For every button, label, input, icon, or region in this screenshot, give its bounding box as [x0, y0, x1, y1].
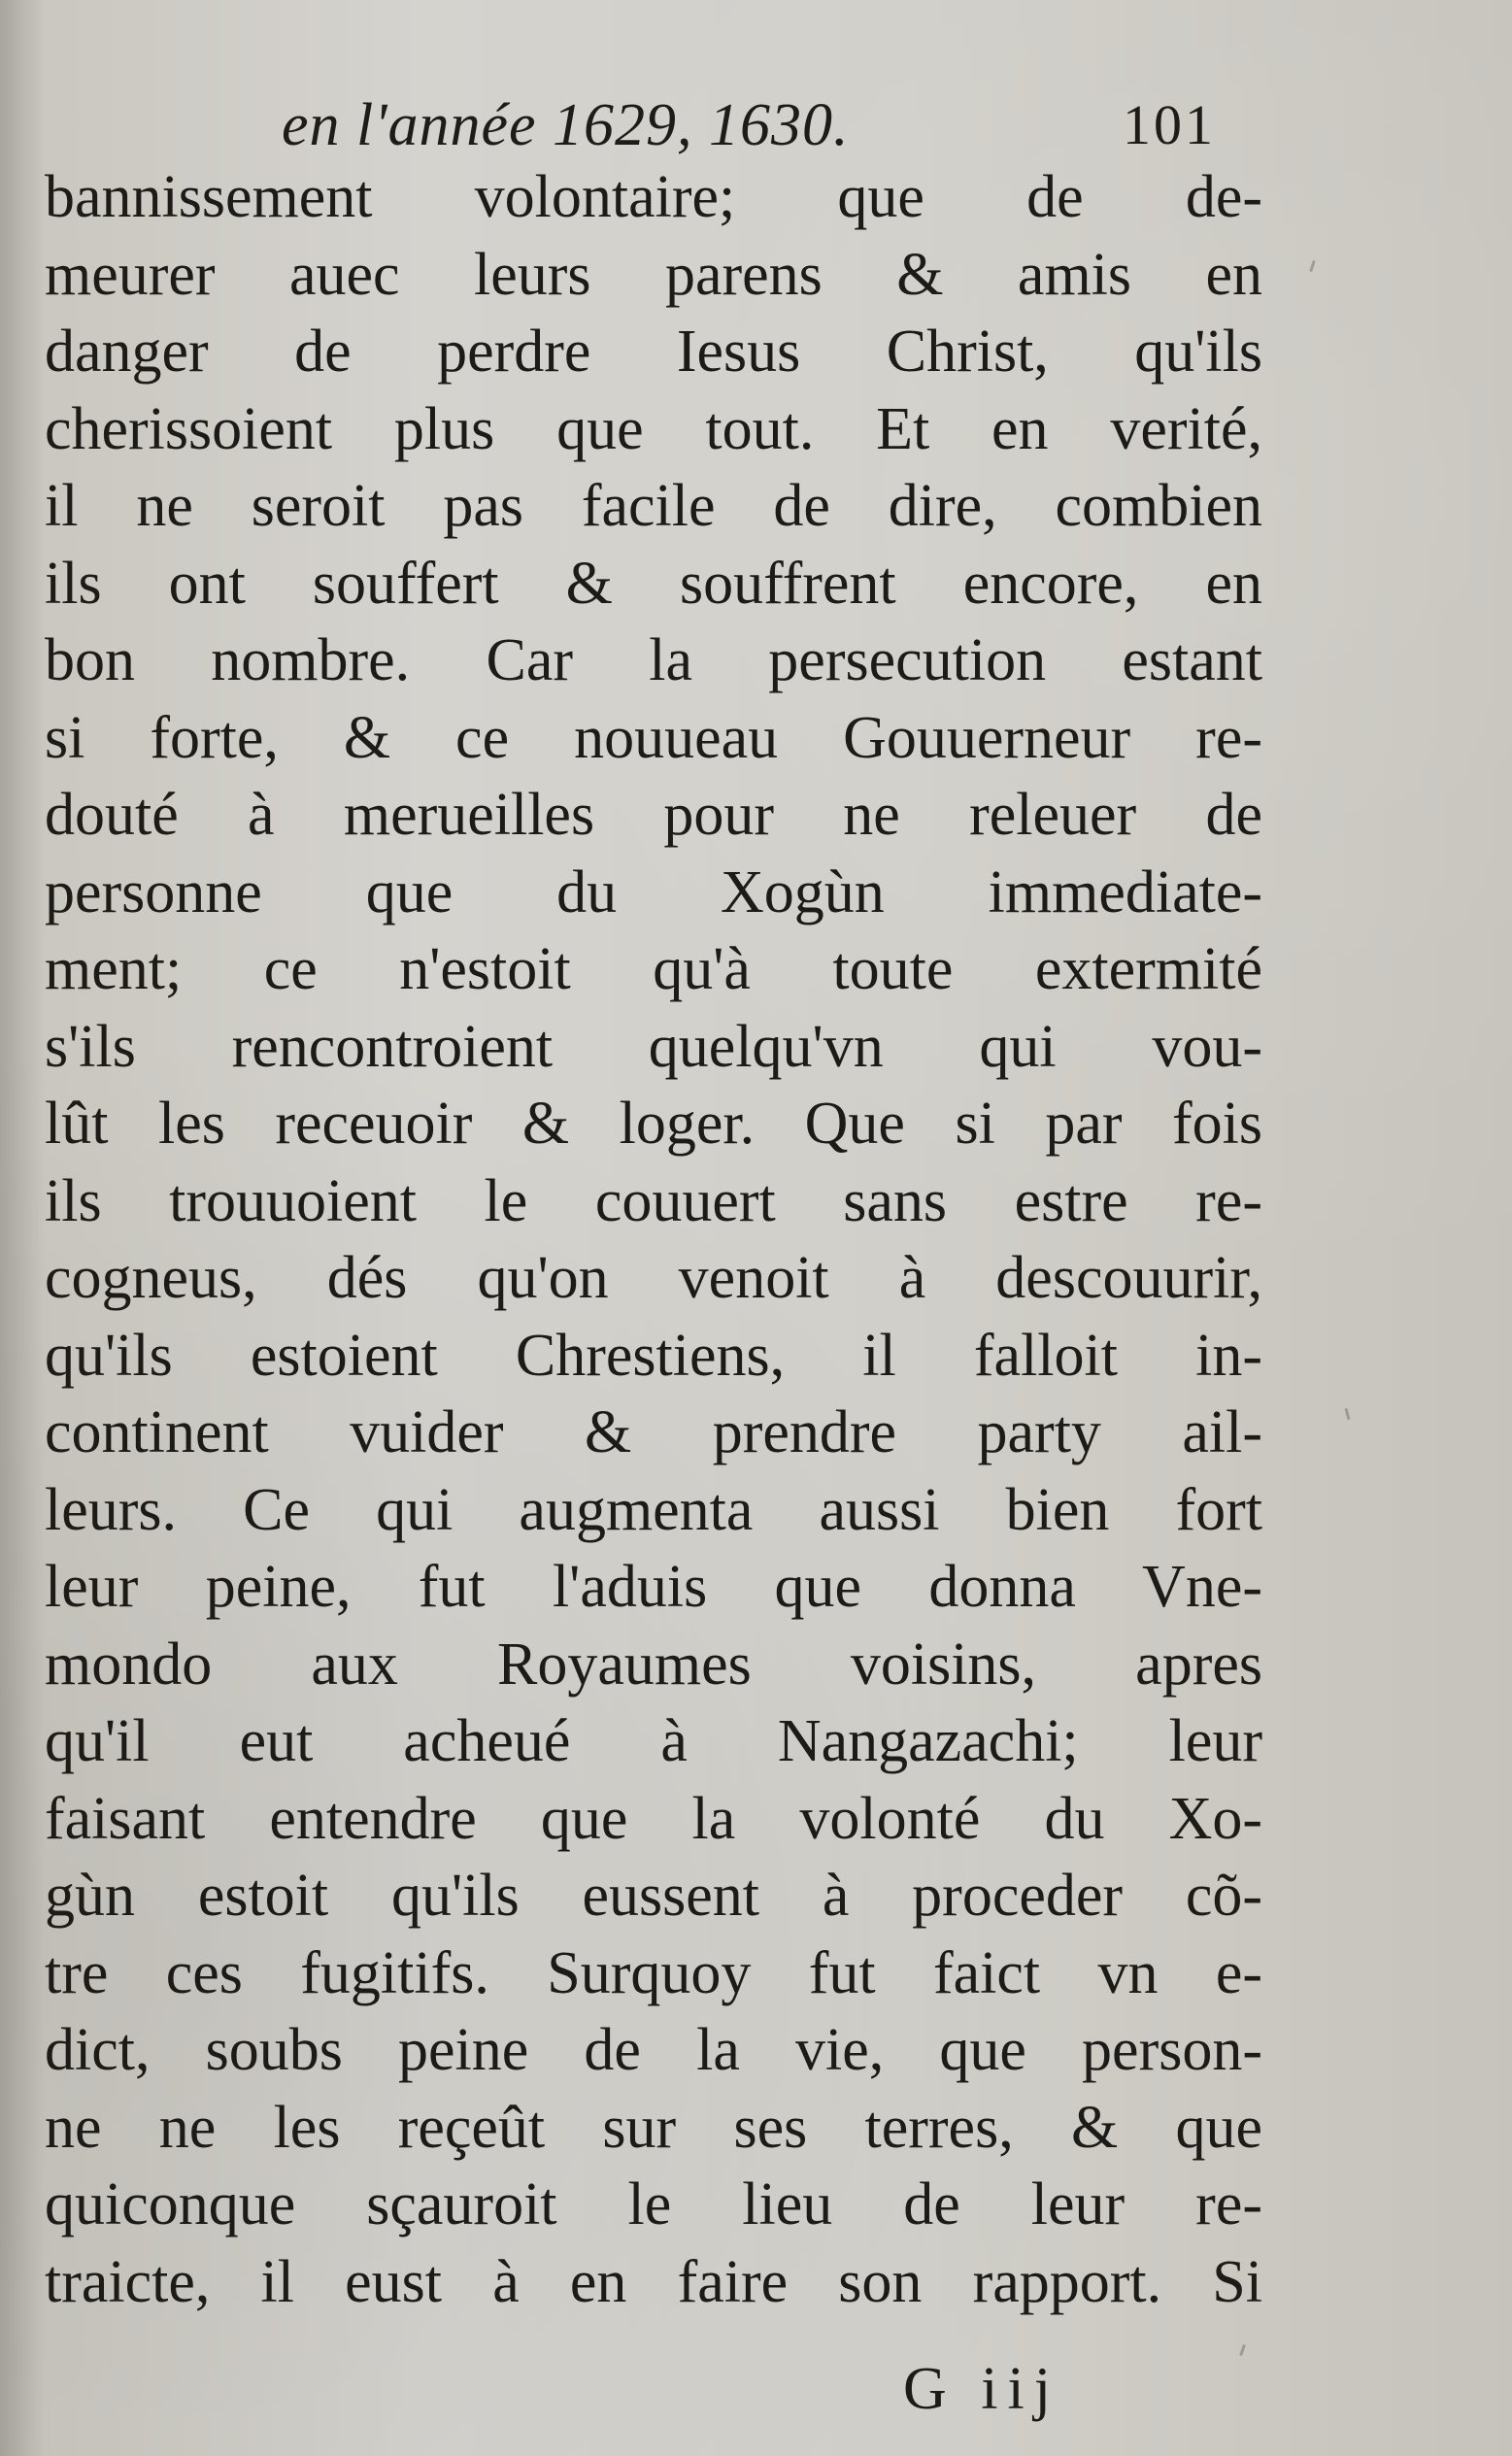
paper-speck	[1309, 260, 1316, 272]
text-line: continent vuider & prendre party ail-	[45, 1399, 1262, 1465]
text-line: danger de perdre Iesus Christ, qu'ils	[45, 319, 1262, 385]
text-line: douté à merueilles pour ne releuer de	[45, 782, 1262, 848]
paper-speck	[1344, 1408, 1350, 1420]
running-title: en l'année 1629, 1630.	[282, 92, 850, 158]
text-line: ment; ce n'estoit qu'à toute extermité	[45, 936, 1262, 1002]
text-line: tre ces fugitifs. Surquoy fut faict vn e-	[45, 1939, 1262, 2006]
text-line: personne que du Xogùn immediate-	[45, 858, 1262, 925]
signature-mark: G iij	[903, 2356, 1060, 2422]
text-line: leur peine, fut l'aduis que donna Vne-	[45, 1554, 1262, 1620]
text-line: ils trouuoient le couuert sans estre re-	[45, 1167, 1262, 1234]
text-line: il ne seroit pas facile de dire, combien	[45, 473, 1262, 539]
text-line: lût les receuoir & loger. Que si par fois	[45, 1091, 1262, 1157]
text-line: gùn estoit qu'ils eussent à proceder cõ-	[45, 1863, 1262, 1929]
text-line: ils ont souffert & souffrent encore, en	[45, 550, 1262, 617]
text-line: bannissement volontaire; que de de-	[45, 164, 1262, 230]
text-line: mondo aux Royaumes voisins, apres	[45, 1631, 1262, 1698]
text-line: meurer auec leurs parens & amis en	[45, 241, 1262, 308]
body-text	[45, 159, 1262, 2354]
gutter-shadow	[0, 0, 45, 2456]
text-line: dict, soubs peine de la vie, que person-	[45, 2017, 1262, 2083]
text-line: ne ne les reçeût sur ses terres, & que	[45, 2094, 1262, 2161]
text-line: qu'il eut acheué à Nangazachi; leur	[45, 1708, 1262, 1774]
text-line: cherissoient plus que tout. Et en verité,	[45, 395, 1262, 462]
text-line: faisant entendre que la volonté du Xo-	[45, 1785, 1262, 1852]
text-line: cogneus, dés qu'on venoit à descouurir,	[45, 1245, 1262, 1311]
page-number: 101	[1123, 93, 1216, 156]
text-line: si forte, & ce nouueau Gouuerneur re-	[45, 704, 1262, 771]
running-head	[282, 82, 1253, 169]
text-line: leurs. Ce qui augmenta aussi bien fort	[45, 1476, 1262, 1543]
text-line: bon nombre. Car la persecution estant	[45, 627, 1262, 693]
text-line: traicte, il eust à en faire son rapport. Si	[45, 2248, 1262, 2315]
text-line: quiconque sçauroit le lieu de leur re-	[45, 2171, 1262, 2237]
text-line: qu'ils estoient Chrestiens, il falloit in-	[45, 1322, 1262, 1389]
text-line: s'ils rencontroient quelqu'vn qui vou-	[45, 1013, 1262, 1080]
